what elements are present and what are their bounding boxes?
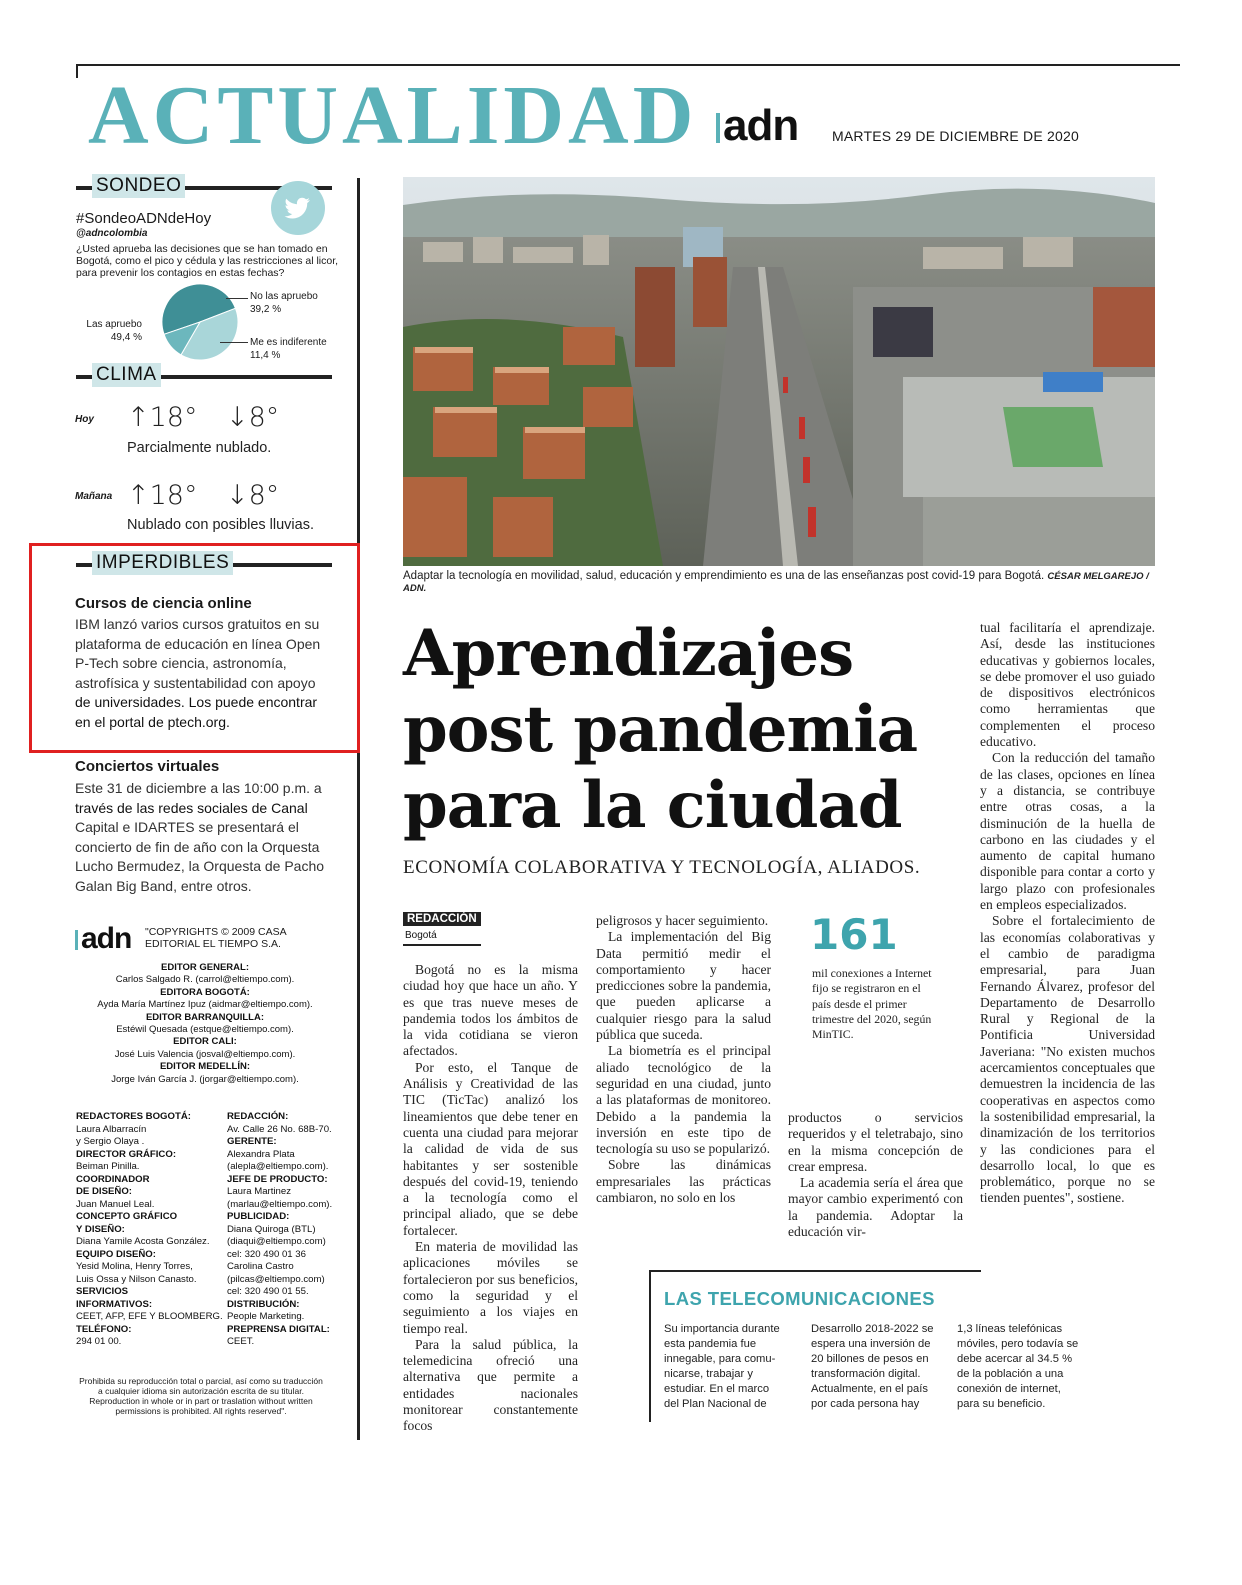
item-line: en el portal de ptech.org. (75, 713, 230, 730)
staff-line: Luis Ossa y Nilson Canasto. (76, 1273, 197, 1285)
staff-line: PUBLICIDAD: (227, 1211, 290, 1222)
staff-line: SERVICIOS (76, 1286, 129, 1297)
credit-name: Ayda María Martínez Ipuz (aidmar@eltiempo.com). (97, 999, 313, 1011)
telecom-line: móviles, pero todavía se (957, 1338, 1079, 1350)
legal-notice: Prohibida su reproducción total o parcial, así como su traducción a cualquier idioma sin autorización escrita de su titular. Reproduction in whole or in part or traslation without written permissions is prohibited. All rights reserved". (79, 1376, 323, 1416)
top-rule (76, 64, 1180, 66)
credit-name: Estéwil Quesada (estque@eltiempo.com). (116, 1024, 294, 1036)
staff-line: (marlau@eltiempo.com). (227, 1198, 333, 1210)
item-line: concierto de fin de año con la Orquesta (75, 838, 320, 855)
byline-city: Bogotá (405, 930, 437, 941)
copyright-line: "COPYRIGHTS © 2009 CASA (145, 926, 287, 938)
weather-max-today: ↑18° (127, 402, 198, 433)
telecom-line: 20 billones de pesos en (811, 1353, 929, 1365)
staff-line: PREPRENSA DIGITAL: (227, 1323, 330, 1335)
section-label: CLIMA (92, 363, 161, 387)
item-line: P-Tech sobre ciencia, astronomía, (75, 655, 287, 671)
telecom-line: estudiar. En el marco (664, 1383, 770, 1395)
item-title: Cursos de ciencia online (75, 595, 252, 612)
item-line: de universidades. Los puede encontrar (75, 694, 318, 710)
staff-line: Yesid Molina, Henry Torres, (76, 1261, 193, 1272)
telecom-column-2 (811, 1322, 946, 1412)
credit-role: EDITOR GENERAL: (161, 962, 249, 973)
weather-desc-today: Parcialmente nublado. (127, 440, 272, 456)
telecom-line: espera una inversión de (811, 1338, 931, 1350)
item-body (75, 779, 350, 896)
staff-line: Beiman Pinilla. (76, 1161, 140, 1172)
item-line: Este 31 de diciembre a las 10:00 p.m. a (75, 780, 322, 796)
article-column-3 (788, 1110, 963, 1240)
staff-line: INFORMATIVOS: (76, 1298, 153, 1310)
logo-text: adn (81, 922, 132, 955)
staff-line: 294 01 00. (76, 1336, 122, 1347)
paragraph: Sobre las dinámicas empresariales las prácticas cambiaron, no solo en los (596, 1157, 771, 1206)
photo-credit: CÉSAR MELGAREJO / ADN. (403, 571, 1149, 594)
column-divider (357, 178, 360, 1440)
staff-line: CONCEPTO GRÁFICO (76, 1211, 178, 1222)
paragraph: Con la reducción del tamaño de las clases, opciones en línea y a distancia, se contribuye entre otras cosas, a la disminución de la huella de carbono en las ciudades y el aumento de capital humano disponible para contar a corto y largo plazo con profesionales en empleos especializados. (980, 750, 1155, 913)
weather-day-tomorrow: Mañana (75, 491, 113, 502)
telecom-line: de la población a una (957, 1368, 1064, 1380)
telecom-line: esta pandemia fue (664, 1338, 757, 1350)
staff-line: People Marketing. (227, 1311, 305, 1322)
headline (403, 616, 963, 844)
slice-value: 39,2 % (250, 304, 282, 315)
article-column-2 (596, 913, 771, 1206)
pie-label-indiferente (250, 336, 327, 362)
item-line: astrofísica y sustentabilidad con apoyo (75, 674, 316, 691)
caption-text: Adaptar la tecnología en movilidad, salud, educación y emprendimiento es una de las enseñanzas post covid-19 para Bogotá. (403, 570, 1045, 582)
leader-line (226, 298, 248, 299)
section-header-clima (76, 363, 332, 391)
poll-hashtag: #SondeoADNdeHoy (76, 210, 212, 227)
staff-line: Juan Manuel Leal. (76, 1198, 155, 1210)
telecom-line: Su importancia durante (664, 1323, 780, 1335)
credit-role: EDITOR CALI: (173, 1036, 237, 1048)
telecom-line: del Plan Nacional de (664, 1398, 767, 1410)
section-label: IMPERDIBLES (92, 551, 233, 575)
staff-line: EQUIPO DISEÑO: (76, 1248, 156, 1260)
section-label: SONDEO (92, 174, 185, 198)
leader-line (220, 342, 248, 343)
logo-bar-icon (75, 930, 78, 950)
item-line: Galan Big Band, entre otros. (75, 877, 252, 894)
pie-label-no-apruebo (250, 290, 318, 316)
headline-line: post pandemia (403, 692, 918, 767)
telecom-line: nicarse, trabajar y (664, 1368, 753, 1380)
staff-line: GERENTE: (227, 1136, 277, 1147)
credit-role: EDITOR MEDELLÍN: (159, 1061, 251, 1073)
staff-line: Alexandra Plata (227, 1148, 295, 1160)
item-line: plataforma de educación en línea Open (75, 635, 321, 652)
adn-logo-small (75, 924, 131, 954)
slice-label: Me es indiferente (250, 337, 327, 348)
subheadline: ECONOMÍA COLABORATIVA Y TECNOLOGÍA, ALIADOS. (403, 857, 921, 878)
telecom-column-1 (664, 1322, 799, 1412)
telecom-column-3 (957, 1322, 1097, 1412)
paragraph: peligrosos y hacer seguimiento. (596, 913, 769, 928)
staff-line: Y DISEÑO: (76, 1223, 125, 1235)
publication-date: MARTES 29 DE DICIEMBRE DE 2020 (832, 128, 1079, 144)
headline-line: para la ciudad (403, 768, 902, 843)
staff-line: REDACTORES BOGOTÁ: (76, 1111, 191, 1122)
item-line: IBM lanzó varios cursos gratuitos en su (75, 616, 320, 632)
city-photo (403, 177, 1155, 566)
twitter-icon (270, 180, 326, 236)
telecom-line: para su beneficio. (957, 1398, 1046, 1410)
article-column-1 (403, 962, 578, 1435)
logo-bar-icon (716, 113, 720, 143)
slice-label: Las apruebo (86, 319, 142, 330)
credit-name: Jorge Iván García J. (jorgar@eltiempo.com). (111, 1073, 299, 1085)
top-rule-tick (76, 64, 78, 78)
credit-name: José Luis Valencia (josval@eltiempo.com). (114, 1048, 296, 1060)
staff-line: DIRECTOR GRÁFICO: (76, 1148, 177, 1160)
staff-line: Laura Albarracín (76, 1123, 147, 1135)
copyright (145, 926, 287, 950)
section-header-imperdibles (76, 551, 332, 579)
telecom-line: por cada persona hay (811, 1398, 920, 1410)
staff-line: DISTRIBUCIÓN: (227, 1298, 300, 1310)
staff-line: Laura Martinez (227, 1186, 291, 1197)
staff-line: DE DISEÑO: (76, 1186, 132, 1197)
staff-line: Diana Quiroga (BTL) (227, 1223, 316, 1235)
weather-max-tomorrow: ↑18° (127, 480, 198, 511)
poll-question: ¿Usted aprueba las decisiones que se han tomado en Bogotá, como el pico y cédula y las restricciones al licor, para prevenir los contagios en estas fechas? (76, 243, 339, 279)
weather-min-tomorrow: ↓8° (226, 480, 280, 511)
paragraph: Sobre el fortalecimiento de las economías colaborativas y el cambio de paradigma empresarial, para Juan Fernando Álvarez, profesor del Departamento de Desarrollo Rural y Regional de la Pontificia Universidad Javeriana: "No existen muchos acercamientos conceptuales que demuestren la incidencia de las cooperativas en aspectos como la sostenibilidad empresarial, la dinamización de los territorios y las condiciones para el desarrollo local, lo que es problemático, porque no se tienden puentes", sostiene. (980, 913, 1155, 1206)
paragraph: tual facilitaría el aprendizaje. Así, desde las instituciones educativas y gobiernos locales, se debe promover el uso guiado de dispositivos electrónicos como herramientas que complementen el proceso educativo. (980, 620, 1155, 750)
slice-label: No las apruebo (250, 291, 318, 302)
item-line: Lucho Bermudez, la Orquesta de Pacho (75, 858, 325, 874)
slice-value: 11,4 % (250, 350, 281, 361)
staff-line: (diaqui@eltiempo.com) (227, 1236, 326, 1247)
logo-text: adn (723, 101, 799, 150)
staff-line: CEET, AFP, EFE Y BLOOMBERG. (76, 1311, 223, 1322)
section-title: ACTUALIDAD (88, 69, 698, 162)
paragraph: La academia sería el área que mayor cambio experimentó con la pandemia. Adoptar la educación vir- (788, 1175, 963, 1240)
pie-label-apruebo (80, 318, 142, 344)
telecom-line: Desarrollo 2018-2022 se (811, 1323, 934, 1335)
staff-line: cel: 320 490 01 36 (227, 1248, 306, 1260)
staff-list-left (76, 1111, 226, 1349)
adn-logo (716, 101, 799, 150)
staff-line: y Sergio Olaya . (76, 1136, 145, 1147)
article-column-4 (980, 620, 1155, 1207)
telecom-line: Actualmente, en el país (811, 1383, 928, 1395)
credit-name: Carlos Salgado R. (carrol@eltiempo.com). (115, 974, 295, 986)
paragraph: En materia de movilidad las aplicaciones móviles se fortalecieron por sus beneficios, como la seguridad y el seguimiento a los viajes en tiempo real. (403, 1239, 578, 1336)
telecom-line: 1,3 líneas telefónicas (957, 1323, 1063, 1335)
weather-desc-tomorrow: Nublado con posibles lluvias. (127, 517, 314, 533)
poll-pie-chart (160, 282, 240, 362)
telecom-line: debe acercar al 34.5 % (957, 1353, 1073, 1365)
telecom-line: transformación digital. (811, 1368, 921, 1380)
item-title: Conciertos virtuales (75, 758, 220, 775)
headline-line: Aprendizajes (403, 616, 854, 691)
staff-line: cel: 320 490 01 55. (227, 1286, 309, 1297)
paragraph: productos o servicios requeridos y el teletrabajo, sino en la misma concepción de crear empresa. (788, 1110, 963, 1174)
item-body (75, 615, 350, 732)
slice-value: 49,4 % (110, 332, 142, 343)
copyright-line: EDITORIAL EL TIEMPO S.A. (145, 938, 281, 950)
paragraph: Bogotá no es la misma ciudad hoy que hace un año. Y es que tras nueve meses de pandemia todos los ámbitos de la vida cotidiana se vieron afectados. (403, 962, 578, 1059)
credits-block (76, 962, 334, 1086)
stat-text: mil conexiones a Internet fijo se registraron en el país desde el primer trimestre del 2020, según MinTIC. (812, 966, 932, 1042)
paragraph: Por esto, el Tanque de Análisis y Creatividad de las TIC (TicTac) analizó los lineamientos que debe tener en cuenta una ciudad para mejorar la calidad de vida de sus habitantes y ser sostenible después del covid-19, teniendo a la tecnología como el principal aliado, que se debe fortalecer. (403, 1059, 578, 1238)
staff-line: JEFE DE PRODUCTO: (227, 1173, 328, 1185)
staff-line: (alepla@eltiempo.com). (227, 1161, 329, 1172)
staff-line: REDACCIÓN: (227, 1111, 289, 1122)
byline-rule (403, 944, 481, 946)
telecom-line: innegable, para comu- (664, 1353, 776, 1365)
paragraph: Para la salud pública, la telemedicina ofreció una alternativa que permite a entidades nacionales monitorear constantemente focos (403, 1336, 578, 1434)
telecom-line: conexión de internet, (957, 1383, 1061, 1395)
telecom-title: LAS TELECOMUNICACIONES (664, 1288, 935, 1309)
staff-line: Av. Calle 26 No. 68B-70. (227, 1123, 332, 1135)
staff-line: (pilcas@eltiempo.com) (227, 1273, 325, 1285)
weather-day-today: Hoy (75, 414, 94, 425)
poll-handle: @adncolombia (76, 228, 148, 239)
staff-list-right (227, 1111, 357, 1349)
paragraph: La implementación del Big Data permitió medir el comportamiento y hacer predicciones sobre la pandemia, que pueden aplicarse a cualquier riesgo para la salud pública que suceda. (596, 929, 771, 1043)
staff-line: CEET. (227, 1336, 255, 1347)
credit-role: EDITORA BOGOTÁ: (160, 986, 250, 998)
paragraph: La biometría es el principal aliado tecnológico de la seguridad en una ciudad, junto a las plataformas de monitoreo. Debido a la pandemia la inversión en este tipo de tecnología su uso se popularizó. (596, 1043, 771, 1157)
staff-line: TELÉFONO: (76, 1323, 132, 1335)
weather-min-today: ↓8° (226, 402, 280, 433)
item-line: través de las redes sociales de Canal (75, 799, 308, 816)
credit-role: EDITOR BARRANQUILLA: (145, 1011, 265, 1023)
staff-line: Carolina Castro (227, 1261, 294, 1272)
photo-caption (403, 570, 1163, 594)
stat-number: 161 (810, 910, 898, 959)
staff-line: COORDINADOR (76, 1173, 150, 1185)
item-line: Capital e IDARTES se presentará el (75, 819, 299, 835)
byline: REDACCIÓN (403, 912, 481, 926)
staff-line: Diana Yamile Acosta González. (76, 1236, 210, 1247)
